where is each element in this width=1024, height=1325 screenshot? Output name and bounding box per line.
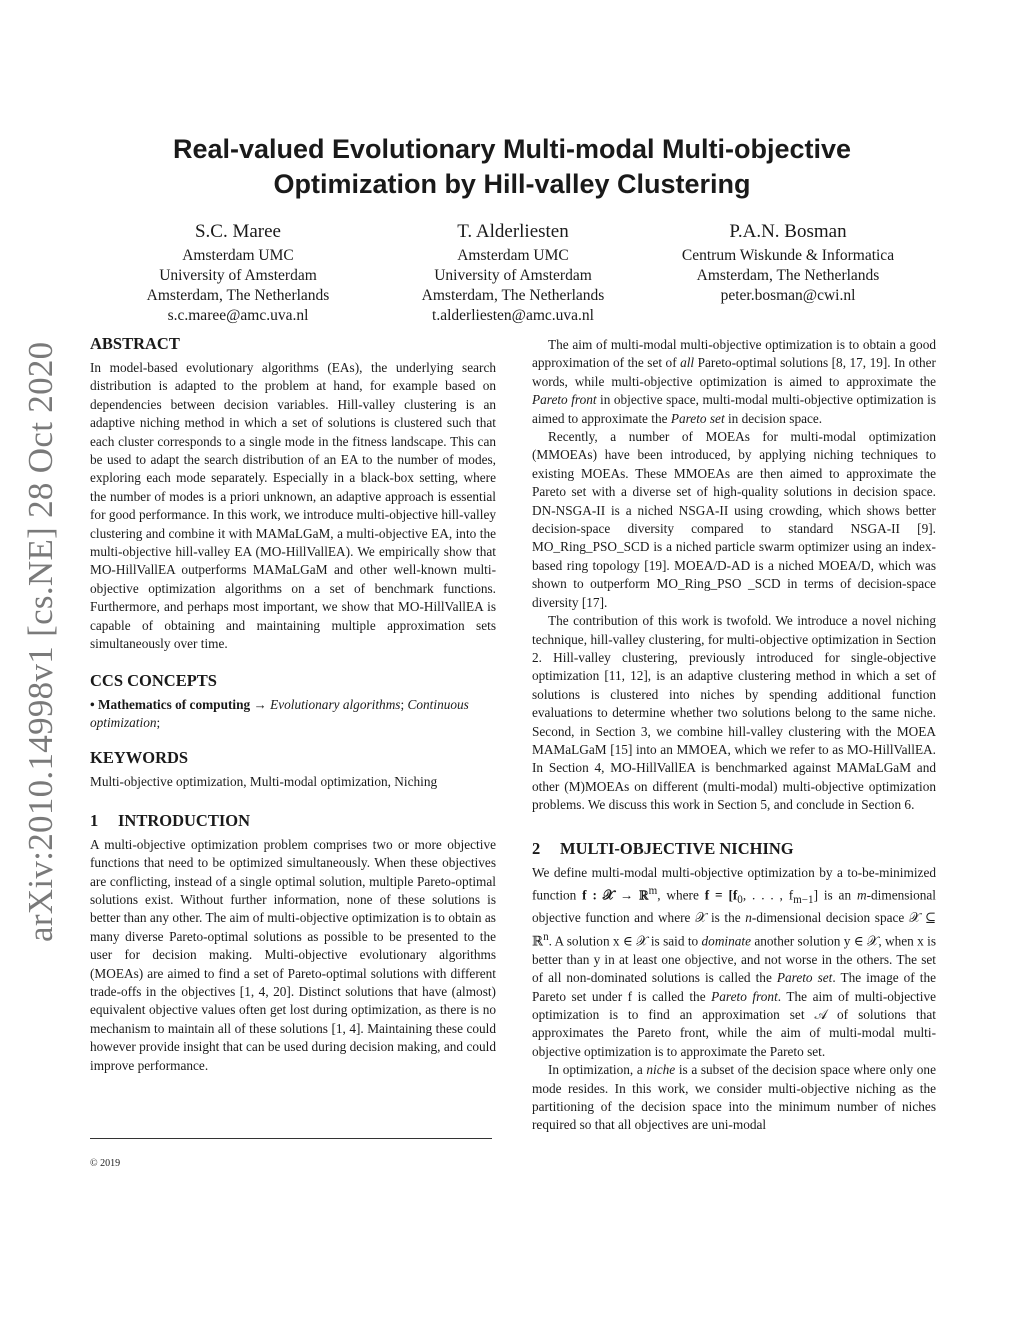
arxiv-stamp: arXiv:2010.14998v1 [cs.NE] 28 Oct 2020	[21, 341, 60, 942]
math-sub: m−1	[793, 894, 814, 907]
ccs-arrow: →	[250, 696, 271, 712]
keywords-text: Multi-objective optimization, Multi-modal optimization, Niching	[90, 774, 438, 790]
ccs-text	[90, 696, 496, 733]
text-run-italic: Pareto set	[776, 970, 833, 986]
text-run: , where	[657, 887, 705, 903]
text-run: -dimensional objective function and where 𝒳 is the	[532, 887, 937, 926]
ccs-bullet: • Mathematics of computing	[90, 696, 251, 712]
text-run: -dimensional decision space 𝒳 ⊆ ℝ	[532, 910, 937, 949]
ccs-end: ;	[156, 714, 161, 730]
intro-paragraph-3: Recently, a number of MOEAs for multi-modal optimization (MMOEAs) have been introduced, by applying niching techniques to existing MOEAs. These MMOEAs are then aimed to approximate the Pareto set with a diverse set of high-quality solutions in decision space. DN-NSGA-II is a niched NSGA-II using crowding, which shows better decision-space diversity compared to standard NSGA-II [9]. MO_Ring_PSO_SCD is a niched particle swarm optimizer using an index-based ring topology [19]. MOEA/D-AD is a niched MOEA/D, which was shown to outperform MO_Ring_PSO _SCD in terms of decision-space diversity [17].	[532, 429, 936, 610]
math-run: f : 𝒳 → ℝ	[582, 887, 649, 903]
left-column	[90, 334, 496, 1075]
intro-heading	[90, 811, 496, 831]
paper-title	[100, 132, 924, 202]
section-title: MULTI-OBJECTIVE NICHING	[560, 838, 794, 858]
text-run: . A solution x ∈ 𝒳 is said to	[548, 933, 702, 949]
text-run-italic: Pareto front	[532, 392, 597, 408]
math-run: f = [f	[704, 887, 738, 903]
math-run: n	[745, 910, 752, 926]
math-run: m	[856, 887, 867, 903]
author-email: s.c.maree@amc.uva.nl	[167, 307, 309, 324]
text-run-italic: Pareto front	[711, 988, 778, 1004]
intro-paragraph-4: The contribution of this work is twofold. We introduce a novel niching technique, hill-valley clustering, for multi-objective optimization in Section 2. Hill-valley clustering, previously introduced for single-objective optimization [11, 12], is an adaptive clustering method in which a set of solutions is clustered into niches by spending additional function evaluations to determine whether two solutions belong to the same niche. Second, in Section 3, we combine hill-valley clustering with the MOEA MAMaLGaM [15] into an MMOEA, which we refer to as MO-HillVallEA. In Section 4, MO-HillVallEA is benchmarked against MAMaLGaM and other (M)MOEAs on different (multi-modal) multi-objective optimization problems. We discuss this work in Section 5, and conclude in Section 6.	[532, 613, 936, 813]
text-run: another solution y ∈ 𝒳, when x is better than y in at least one objective, and not worse in the others. The set of all non-dominated solutions is called the	[532, 933, 936, 986]
footnote-rule	[90, 1138, 492, 1139]
author-name: S.C. Maree	[194, 221, 281, 242]
text-run: in decision space.	[724, 410, 823, 426]
math-sup: m	[648, 884, 658, 897]
section2-paragraph-2	[532, 1061, 936, 1135]
right-column	[532, 336, 936, 1135]
section2-heading	[532, 839, 936, 859]
intro-paragraph-2	[532, 336, 936, 428]
text-run: ] is an	[813, 887, 857, 903]
text-run-italic: dominate	[701, 933, 752, 949]
section-number: 1	[90, 810, 99, 830]
author-affiliation: Amsterdam, The Netherlands	[146, 287, 330, 304]
title-line-2: Optimization by Hill-valley Clustering	[273, 169, 751, 199]
copyright-notice: © 2019	[90, 1158, 121, 1169]
author-affiliation: Amsterdam, The Netherlands	[421, 287, 605, 304]
author-block-1	[88, 220, 388, 326]
text-run: in objective space, multi-modal multi-objective optimization is aimed to approximate the	[532, 392, 936, 426]
section-number: 2	[532, 838, 541, 858]
ccs-item-1: Evolutionary algorithms	[270, 696, 401, 712]
author-affiliation: University of Amsterdam	[159, 267, 317, 284]
math-sup: n	[543, 930, 549, 943]
author-name: P.A.N. Bosman	[729, 221, 847, 242]
text-run: We define multi-modal multi-objective optimization by a to-be-minimized function	[532, 864, 936, 903]
text-run-italic: niche	[646, 1062, 676, 1078]
text-run-italic: all	[680, 355, 695, 371]
text-run: . The image of the Pareto set under f is called the	[532, 970, 936, 1004]
intro-paragraph-1: A multi-objective optimization problem comprises two or more objective functions that need to be optimized simultaneously. When these objectives are conflicting, instead of a single optimal solution, multiple Pareto-optimal solutions exist. Without further information, none of these solutions is better than any other. The aim of multi-objective optimization is to obtain as many diverse Pareto-optimal solutions as possible to be presented to the user for decision making. Multi-objective evolutionary algorithms (MOEAs) are aimed to find a set of Pareto-optimal solutions with different trade-offs in the objectives [1, 4, 20]. Distinct solutions that have (almost) equivalent objective values often get lost during optimization, as there is no mechanism to maintain all of these solutions [1, 4]. Maintaining these could however provide insight that can be used during decision making, and could improve performance.	[90, 836, 496, 1073]
author-affiliation: Amsterdam UMC	[457, 247, 569, 264]
ccs-heading: CCS CONCEPTS	[90, 670, 217, 690]
author-name: T. Alderliesten	[457, 221, 569, 242]
author-block-2	[363, 220, 663, 326]
text-run: In optimization, a	[548, 1062, 647, 1078]
section2-paragraph-1	[532, 864, 936, 1062]
keywords-heading: KEYWORDS	[90, 748, 189, 768]
author-affiliation: Amsterdam UMC	[182, 247, 294, 264]
math-run: , . . . , f	[742, 887, 794, 903]
author-affiliation: Centrum Wiskunde & Informatica	[681, 247, 895, 264]
text-run-italic: Pareto set	[670, 410, 725, 426]
title-line-1: Real-valued Evolutionary Multi-modal Multi-objective	[172, 134, 852, 164]
section-title: INTRODUCTION	[118, 810, 251, 830]
author-affiliation: University of Amsterdam	[434, 267, 592, 284]
ccs-item-2: Continuous optimization	[90, 696, 469, 730]
math-sub: 0	[737, 894, 743, 907]
author-email: peter.bosman@cwi.nl	[720, 287, 856, 304]
text-run: . The aim of multi-objective optimization is to find an approximation set 𝒜 of solutions that approximates the Pareto front, while the aim of multi-modal multi-objective optimization is to approximate the Pareto set.	[532, 988, 936, 1059]
ccs-sep: ;	[400, 696, 408, 712]
author-affiliation: Amsterdam, The Netherlands	[696, 267, 880, 284]
author-email: t.alderliesten@amc.uva.nl	[432, 307, 594, 324]
text-run: The aim of multi-modal multi-objective optimization is to obtain a good approximation of the set of	[532, 337, 936, 371]
text-run: is a subset of the decision space where only one mode resides. In this work, we consider multi-objective niching as the partitioning of the decision space into the minimum number of niches required so that all objectives are uni-modal	[532, 1062, 936, 1133]
abstract-text: In model-based evolutionary algorithms (EAs), the underlying search distribution is adapted to the problem at hand, for example based on dependencies between decision variables. Hill-valley clustering is an adaptive niching method in which a set of solutions is clustered such that each cluster corresponds to a single mode in the fitness landscape. This can be used to adapt the search distribution of an EA to the number of modes, exploring each mode separately. Especially in a black-box setting, where the number of modes is a priori unknown, an adaptive approach is essential for good performance. In this work, we introduce multi-objective hill-valley clustering and combine it with MAMaLGaM, a multi-objective EA, into the multi-objective hill-valley EA (MO-HillVallEA). We empirically show that MO-HillVallEA outperforms MAMaLGaM and other well-known multi-objective optimization algorithms on a set of benchmark functions. Furthermore, and perhaps most important, we show that MO-HillVallEA is capable of obtaining and maintaining multiple approximation sets simultaneously over time.	[90, 360, 496, 652]
text-run: Pareto-optimal solutions [8, 17, 19]. In other words, while multi-objective optimization is aimed to approximate the	[532, 355, 936, 389]
abstract-heading: ABSTRACT	[90, 334, 180, 353]
author-block-3	[638, 220, 938, 306]
